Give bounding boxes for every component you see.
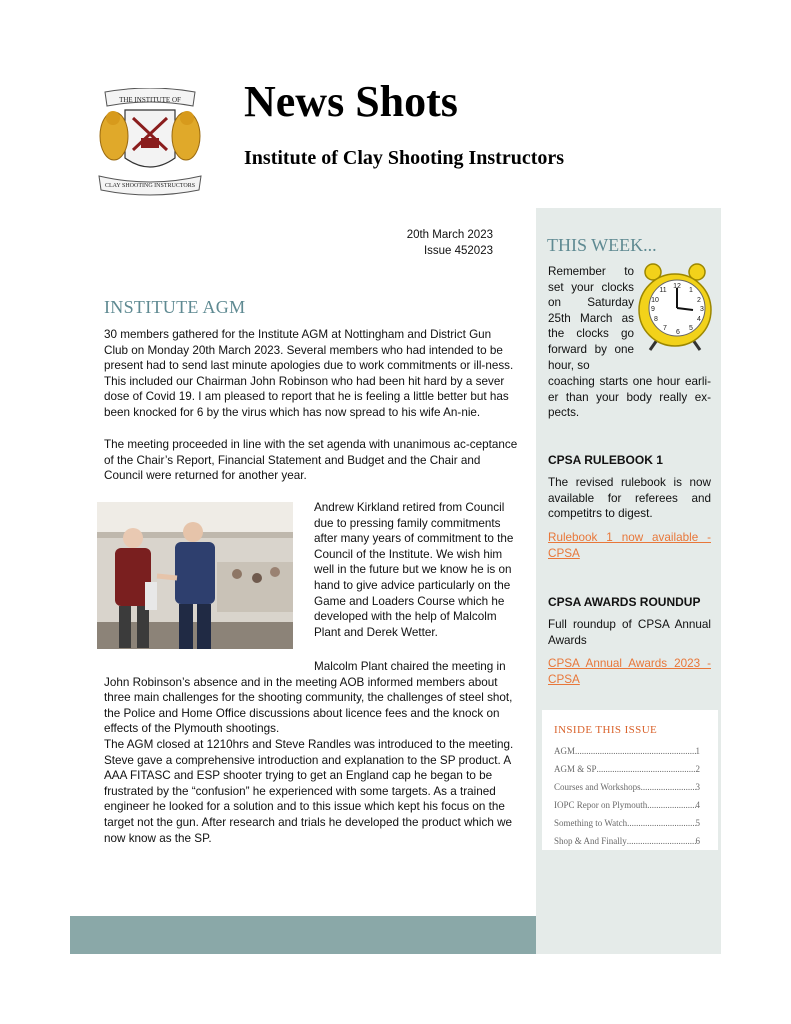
toc-item: Courses and Workshops ..... 3	[554, 782, 700, 792]
svg-text:9: 9	[651, 306, 655, 313]
newsletter-subtitle: Institute of Clay Shooting Instructors	[244, 147, 565, 169]
awards-text: Full roundup of CPSA Annual Awards	[548, 618, 711, 647]
article-paragraph: The meeting proceeded in line with the set agenda with unanimous ac-ceptance of the Chair’s Report, Financial Statement and Budget and the Chair and Council were returned for another year.	[104, 438, 518, 483]
article-line: John Robinson’s absence and in the meeting AOB informed members about three main challenges for the shooting community, the challenges of steel shot, the Police and Home Office discussions about licence fees and the knock on effects of the Plymouth shootings.	[104, 675, 513, 736]
article-paragraph: 30 members gathered for the Institute AGM at Nottingham and District Gun Club on Monday 20th March 2023. Several members who had intended to be present had to send last minute apologies due to work commitments or ill-ness. This included our Chairman John Robinson who had been hit hard by a sever dose of Covid 19. I am pleased to report that he is feeling a little better but has been knocked for 6 by the virus which has now spread to his wife An-nie.	[104, 328, 514, 419]
toc-item: AGM ..... 1	[554, 746, 700, 756]
this-week-text-continued: coaching starts one hour earli-er than your body really ex-pects.	[548, 375, 711, 420]
toc-item: IOPC Repor on Plymouth ..... 4	[554, 800, 700, 810]
rulebook-text: The revised rulebook is now available for referees and competitrs to digest.	[548, 476, 711, 521]
article-heading: INSTITUTE AGM	[104, 297, 246, 317]
awards-heading: CPSA AWARDS ROUNDUP	[548, 595, 701, 609]
issue-number: Issue 452023	[423, 245, 493, 257]
svg-text:10: 10	[651, 297, 659, 304]
inside-this-issue-title: INSIDE THIS ISSUE	[554, 724, 658, 736]
footer-bar	[70, 916, 536, 954]
article-paragraph	[104, 659, 518, 846]
article-line: Malcolm Plant chaired the meeting in	[314, 660, 506, 673]
awards-link[interactable]: CPSA Annual Awards 2023 - CPSA	[548, 657, 711, 686]
svg-text:5: 5	[689, 325, 693, 332]
rulebook-heading: CPSA RULEBOOK 1	[548, 453, 663, 467]
svg-text:CLAY SHOOTING INSTRUCTORS: CLAY SHOOTING INSTRUCTORS	[104, 183, 196, 189]
article-paragraph: The AGM closed at 1210hrs and Steve Randles was introduced to the meeting. Steve gave a comprehensive introduction and explanation to the SP product. A AAA FITASC and ESP shooter trying to get an England cap he began to be frustrated by the “confusion” he experienced with some targets. As a trained engineer he looked for a solution and to this issue which kept his focus on the target not the gun. After research and trials he developed the product which we now know as the SP.	[104, 737, 514, 845]
svg-text:1: 1	[689, 287, 693, 294]
svg-text:8: 8	[654, 316, 658, 323]
svg-text:THE INSTITUTE OF: THE INSTITUTE OF	[119, 96, 181, 104]
issue-date: 20th March 2023	[406, 229, 493, 241]
svg-text:11: 11	[659, 287, 667, 294]
toc-item: Shop & And Finally ..... 6	[554, 836, 700, 846]
article-paragraph: Andrew Kirkland retired from Council due to pressing family commitments after many years of commitment to the Council of the Institute. We wish him well in the future but we know he is on hand to give advice particularly on the Game and Loaders Course which he developed with the help of Malcolm Plant and Derek Wetter.	[314, 501, 514, 639]
rulebook-link[interactable]: Rulebook 1 now available - CPSA	[548, 531, 711, 560]
svg-text:4: 4	[697, 316, 701, 323]
toc-item: Something to Watch ..... 5	[554, 818, 700, 828]
toc-item: AGM & SP ..... 2	[554, 764, 700, 774]
svg-text:7: 7	[663, 325, 667, 332]
svg-text:6: 6	[676, 329, 680, 336]
svg-text:2: 2	[697, 297, 701, 304]
newsletter-title: News Shots	[244, 77, 458, 126]
svg-text:12: 12	[673, 283, 681, 290]
this-week-text: Remember to set your clocks on Saturday 25th March as the clocks go forward by one hour, so	[548, 265, 634, 372]
svg-text:3: 3	[700, 306, 704, 313]
alarm-clock-icon	[635, 262, 715, 352]
institute-crest-logo	[95, 88, 205, 196]
this-week-heading: THIS WEEK...	[547, 235, 657, 255]
agm-photo	[97, 502, 293, 649]
